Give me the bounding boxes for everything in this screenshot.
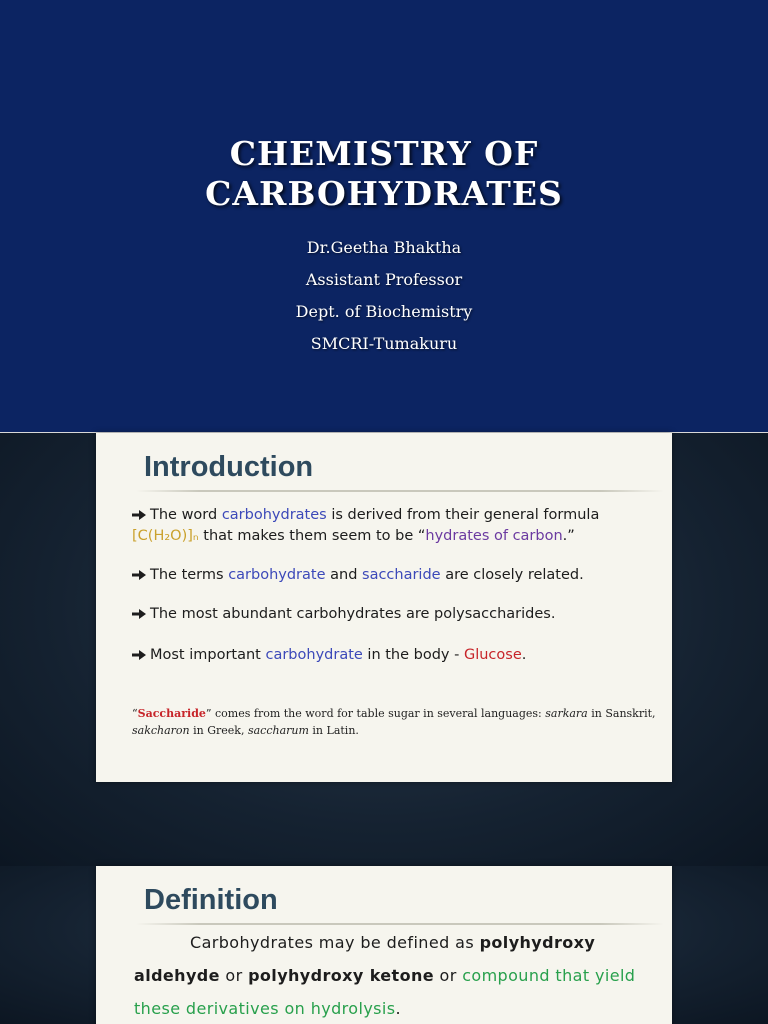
etymology-note: “Saccharide” comes from the word for table sugar in several languages: sarkara in Sanskrit, sakcharon in Greek, saccharum in Latin.	[132, 707, 656, 737]
arrow-right-icon	[132, 510, 146, 520]
arrow-right-icon	[132, 570, 146, 580]
bold-term: polyhydroxy ketone	[248, 966, 435, 985]
slide-title	[0, 134, 768, 214]
highlight-term: Saccharide	[137, 707, 206, 720]
author-position: Assistant Professor	[305, 270, 463, 289]
highlight-term: hydrates of carbon	[425, 528, 563, 544]
definition-text: Carbohydrates may be defined as polyhydroxy aldehyde or polyhydroxy ketone or compound that yield these derivatives on hydrolysis.	[134, 933, 636, 1018]
heading-underline	[136, 923, 664, 925]
bullet-item: The most abundant carbohydrates are polysaccharides.	[132, 604, 662, 625]
author-institute: SMCRI-Tumakuru	[310, 334, 458, 353]
arrow-right-icon	[132, 609, 146, 619]
bullet-item: The terms carbohydrate and saccharide are closely related.	[132, 565, 662, 586]
general-formula: [C(H₂O)]ₙ	[132, 528, 199, 544]
highlight-term: carbohydrate	[265, 647, 363, 663]
arrow-right-icon	[132, 650, 146, 660]
heading-underline	[136, 490, 664, 492]
highlight-term: Glucose	[463, 647, 522, 663]
highlight-term: saccharide	[362, 567, 441, 583]
title-line-1: CHEMISTRY OF	[229, 134, 539, 173]
introduction-slide	[96, 433, 672, 782]
highlight-term: carbohydrates	[221, 507, 327, 523]
definition-slide	[96, 866, 672, 1024]
title-line-2: CARBOHYDRATES	[205, 174, 563, 213]
author-department: Dept. of Biochemistry	[295, 302, 473, 321]
author-name: Dr.Geetha Bhaktha	[306, 238, 462, 257]
bullet-item: Most important carbohydrate in the body - Glucose.	[132, 645, 662, 666]
highlight-term: carbohydrate	[228, 567, 326, 583]
author-info	[0, 232, 768, 360]
slide-heading: Definition	[144, 884, 278, 916]
slide-heading: Introduction	[144, 451, 314, 483]
highlight-term: compound that yield these derivatives on hydrolysis	[134, 966, 636, 1018]
title-slide	[0, 0, 768, 432]
bullet-item: The word carbohydrates is derived from their general formula [C(H₂O)]ₙ that makes them seem to be “hydrates of carbon.”	[132, 507, 600, 544]
bold-term: polyhydroxy aldehyde	[134, 933, 596, 985]
